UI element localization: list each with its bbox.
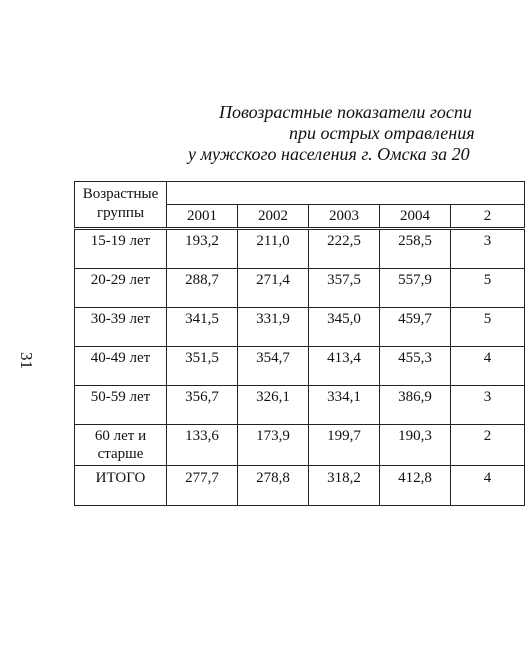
hospitalization-table	[74, 181, 492, 487]
value-cell: 386,9	[380, 386, 451, 425]
data-table	[74, 181, 525, 506]
year-header: 2001	[167, 205, 238, 229]
value-cell: 459,7	[380, 308, 451, 347]
age-group-cell	[75, 425, 167, 466]
years-header-band	[167, 182, 525, 205]
value-cell: 173,9	[238, 425, 309, 466]
age-group-cell: 20-29 лет	[75, 269, 167, 308]
value-cell: 278,8	[238, 466, 309, 506]
value-cell: 288,7	[167, 269, 238, 308]
table-row	[75, 269, 525, 308]
value-cell: 2	[451, 425, 525, 466]
value-cell: 413,4	[309, 347, 380, 386]
table-title	[0, 100, 475, 170]
title-line-2: при острых отравления	[289, 123, 475, 143]
age-group-header-line1: Возрастные	[82, 186, 159, 202]
value-cell: 258,5	[380, 229, 451, 269]
value-cell: 455,3	[380, 347, 451, 386]
value-cell: 271,4	[238, 269, 309, 308]
value-cell: 5	[451, 308, 525, 347]
age-group-line1: 60 лет и	[94, 428, 147, 444]
value-cell: 334,1	[309, 386, 380, 425]
title-line-3: у мужского населения г. Омска за 20	[188, 144, 470, 164]
title-line-1: Повозрастные показатели госпи	[219, 102, 472, 122]
total-label-cell: ИТОГО	[75, 466, 167, 506]
value-cell: 193,2	[167, 229, 238, 269]
value-cell: 357,5	[309, 269, 380, 308]
value-cell: 4	[451, 347, 525, 386]
value-cell: 354,7	[238, 347, 309, 386]
value-cell: 318,2	[309, 466, 380, 506]
value-cell: 133,6	[167, 425, 238, 466]
value-cell: 345,0	[309, 308, 380, 347]
value-cell: 351,5	[167, 347, 238, 386]
table-row	[75, 308, 525, 347]
table-row	[75, 425, 525, 466]
value-cell: 326,1	[238, 386, 309, 425]
value-cell: 557,9	[380, 269, 451, 308]
age-group-cell: 40-49 лет	[75, 347, 167, 386]
year-header: 2	[451, 205, 525, 229]
value-cell: 190,3	[380, 425, 451, 466]
year-header: 2004	[380, 205, 451, 229]
table-row-total	[75, 466, 525, 506]
value-cell: 277,7	[167, 466, 238, 506]
value-cell: 199,7	[309, 425, 380, 466]
age-group-cell: 30-39 лет	[75, 308, 167, 347]
value-cell: 412,8	[380, 466, 451, 506]
value-cell: 211,0	[238, 229, 309, 269]
value-cell: 5	[451, 269, 525, 308]
table-row	[75, 347, 525, 386]
age-group-line2: старше	[97, 446, 144, 462]
year-header: 2003	[309, 205, 380, 229]
value-cell: 3	[451, 386, 525, 425]
value-cell: 222,5	[309, 229, 380, 269]
table-row	[75, 386, 525, 425]
age-group-header-line2: группы	[96, 205, 145, 221]
table-row	[75, 229, 525, 269]
value-cell: 356,7	[167, 386, 238, 425]
value-cell: 3	[451, 229, 525, 269]
value-cell: 4	[451, 466, 525, 506]
age-group-cell: 50-59 лет	[75, 386, 167, 425]
age-group-cell: 15-19 лет	[75, 229, 167, 269]
value-cell: 341,5	[167, 308, 238, 347]
age-group-header	[75, 182, 167, 229]
page-number: 31	[17, 352, 36, 369]
value-cell: 331,9	[238, 308, 309, 347]
year-header: 2002	[238, 205, 309, 229]
